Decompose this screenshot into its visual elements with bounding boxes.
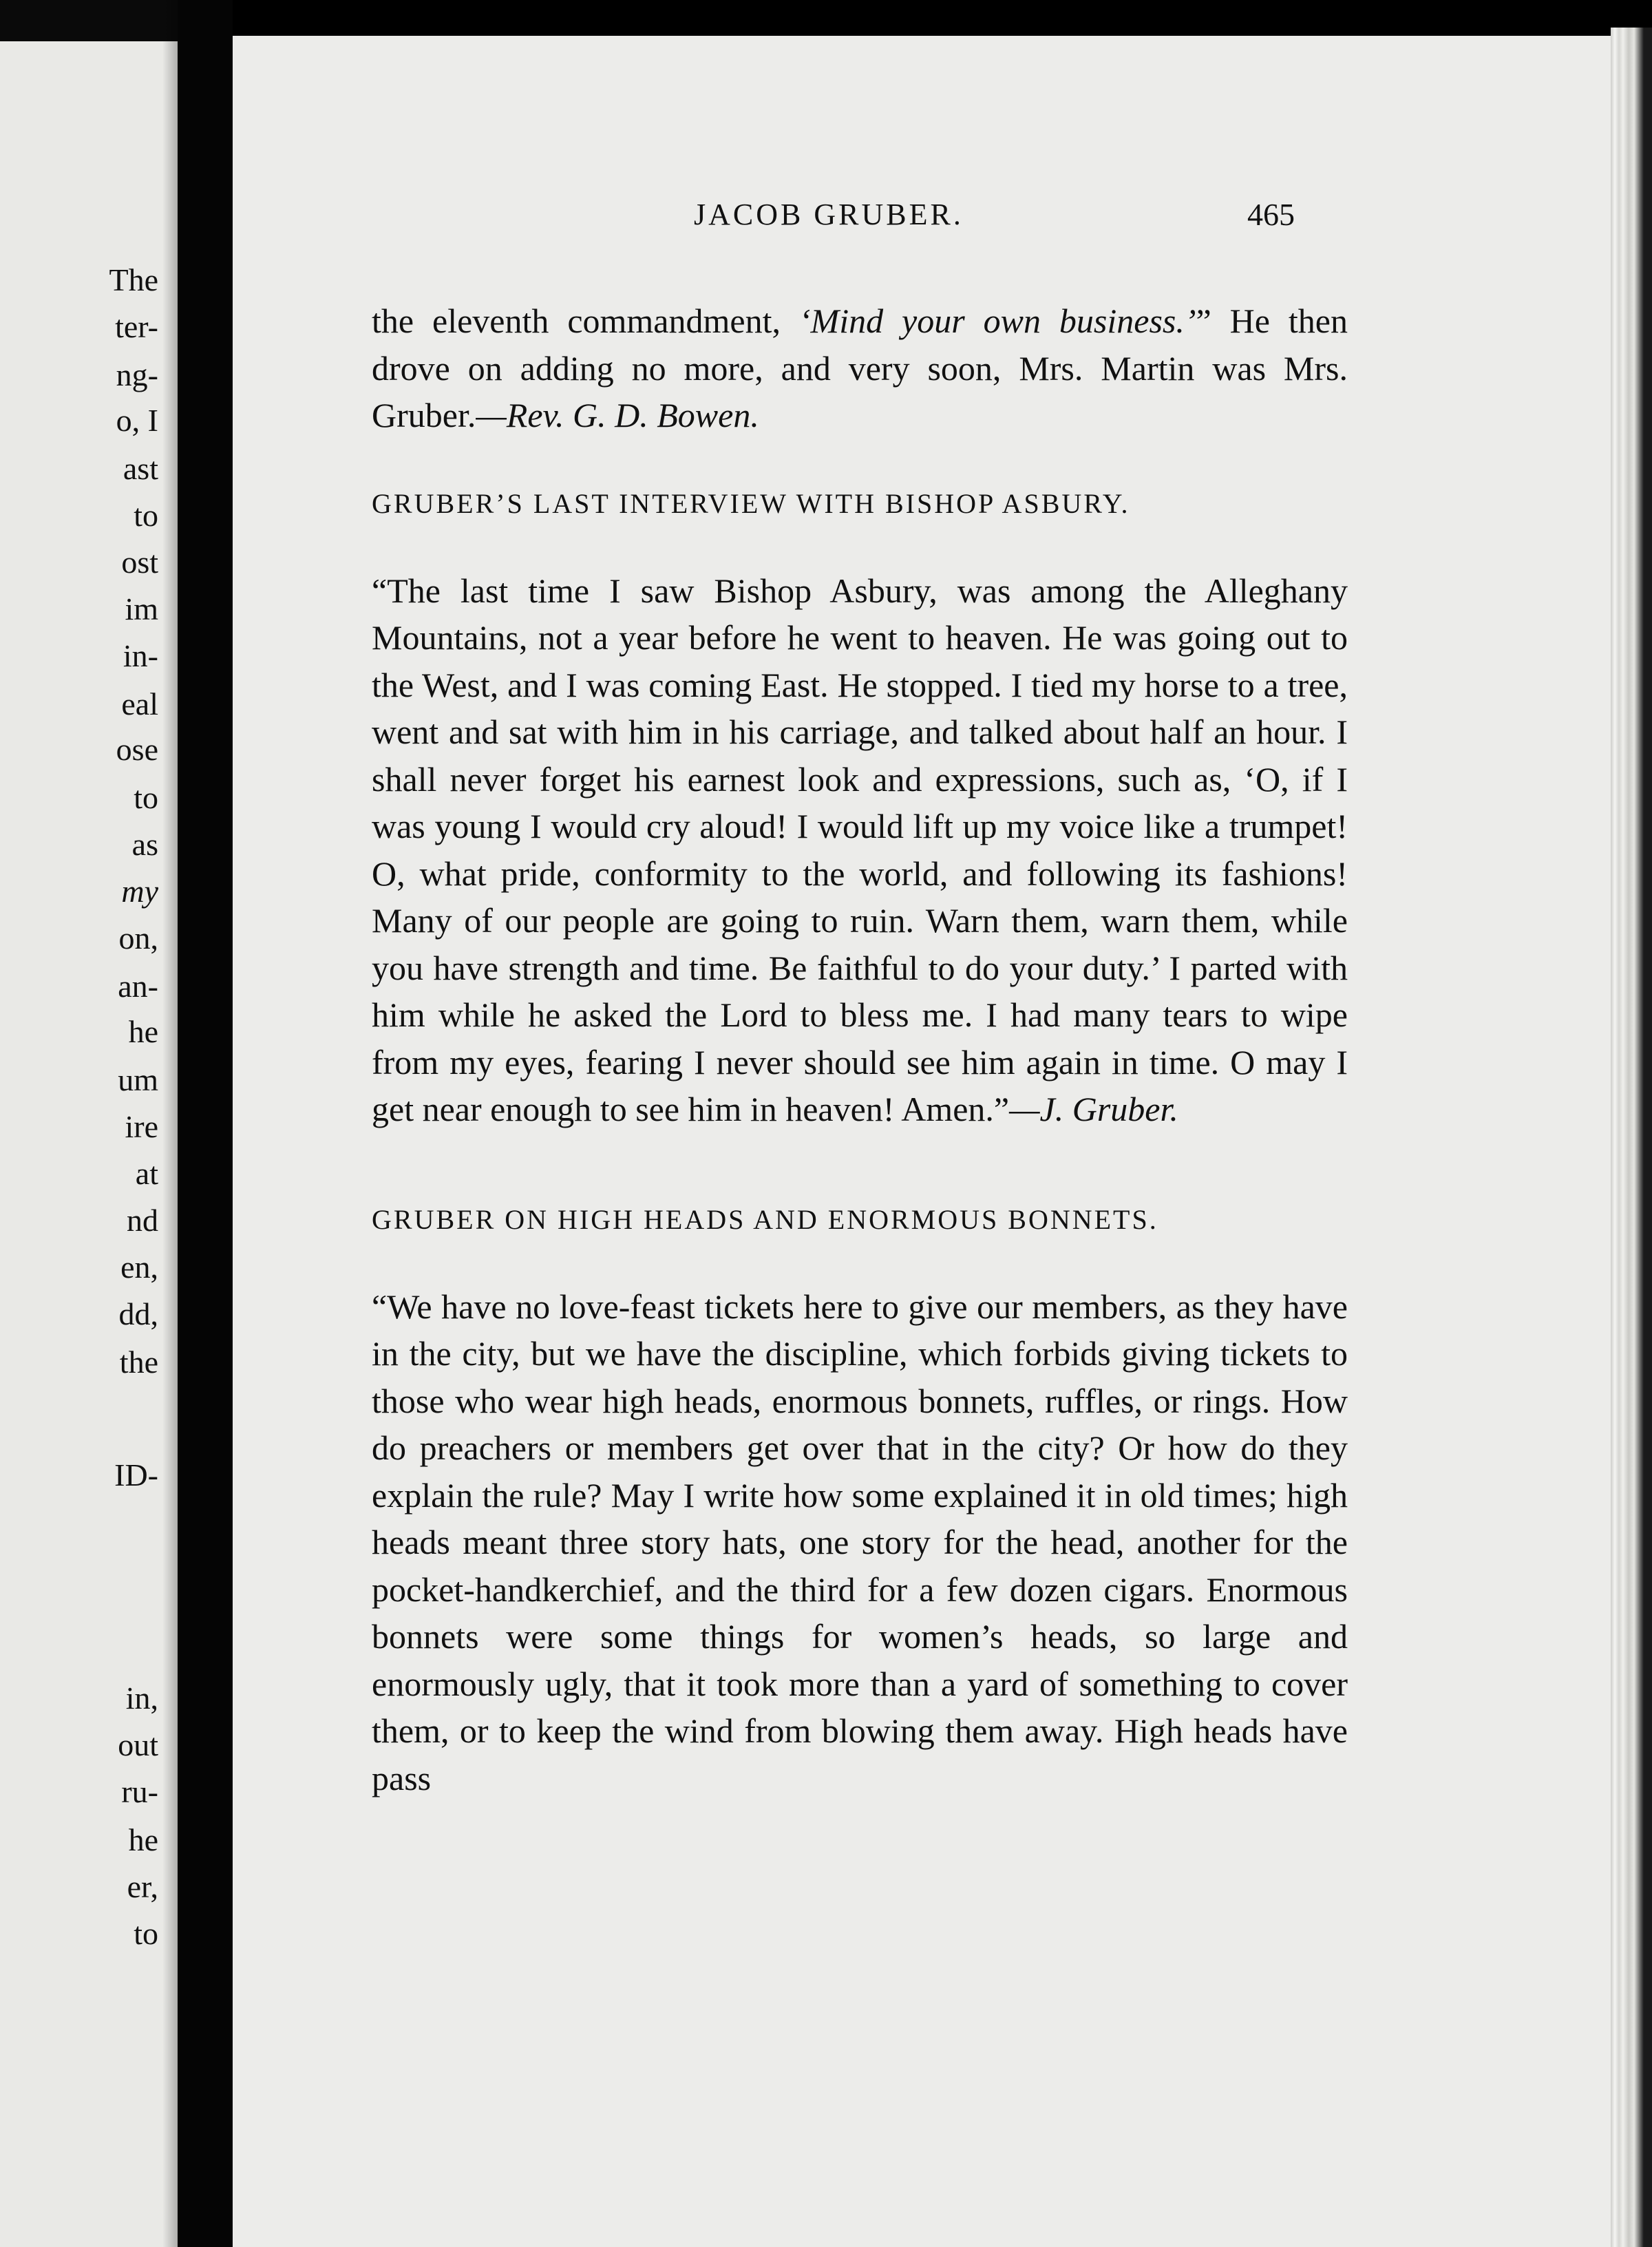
asbury-text: “The last time I saw Bishop Asbury, was among the Alleghany Mountains, not a year before he went to heaven. He was going out to the West, and I was coming East. He stopped. I tied my horse to a tree, went and sat with him in his carriage, and talked about half an hour. I shall never forget his earnest look and expressions, such as, ‘O, if I was young I would cry aloud! I would lift up my voice like a trumpet! O, what pride, conformity to the world, and following its fashions! Many of our people are going to ruin. Warn them, warn them, while you have strength and time. Be faithful to do your duty.’ I parted with him while he asked the Lord to bless me. I had many tears to wipe from my eyes, fearing I never should see him again in time. O may I get near enough to see him in heaven! Amen.” <box>372 571 1348 1128</box>
previous-page-line-end: nd <box>127 1203 158 1238</box>
asbury-attribution: —J. Gruber. <box>1009 1090 1178 1128</box>
previous-page-line-end: he <box>128 1822 158 1857</box>
page-fold-shadow <box>162 0 178 2247</box>
page-stack-edge <box>1611 28 1652 2247</box>
previous-page-line-end: The <box>109 262 158 297</box>
intro-attribution: —Rev. G. D. Bowen. <box>476 396 759 434</box>
previous-page-line-end: ter- <box>115 309 158 344</box>
previous-page-fragment <box>0 0 178 2247</box>
previous-page-line-end: as <box>131 827 158 862</box>
previous-page-line-end: in- <box>123 638 158 673</box>
previous-page-line-end: um <box>118 1062 158 1097</box>
italic-quote: ‘Mind your own business.’ <box>798 302 1196 340</box>
previous-page-line-end: to <box>134 1916 158 1951</box>
bonnets-paragraph: “We have no love-feast tickets here to give our members, as they have in the city, but we have the discipline, which forbids giving tickets to those who wear high heads, enormous bonnets, ruffles, or rings. How do preachers or members get over that in the city? Or how do they explain the rule? May I write how some explained it in old times; high heads meant three story hats, one story for the head, another for the pocket-handkerchief, and the third for a few dozen cigars. Enormous bonnets were some things for women’s heads, so large and enormously ugly, that it took more than a yard of something to cover them, or to keep the wind from blowing them away. High heads have pass <box>372 1287 1348 1797</box>
book-page <box>233 36 1611 2247</box>
previous-page-line-end: ose <box>116 732 158 767</box>
intro-text-end: ” He then drove on adding no more, and very soon, Mrs. Martin was Mrs. Gruber. <box>372 302 1348 434</box>
book-gutter <box>178 0 233 2247</box>
previous-page-line-end: he <box>128 1014 158 1049</box>
previous-page-line-end: ost <box>121 545 158 580</box>
previous-page-line-end: ru- <box>121 1774 158 1809</box>
previous-page-line-end: er, <box>127 1869 158 1904</box>
section-heading-bonnets: GRUBER ON HIGH HEADS AND ENORMOUS BONNETS. <box>372 1203 1158 1235</box>
previous-page-line-end: ng- <box>116 357 158 392</box>
running-head <box>233 194 1611 235</box>
intro-paragraph <box>372 297 1348 439</box>
previous-page-line-end: ID- <box>114 1457 158 1492</box>
previous-page-line-end: an- <box>118 969 158 1004</box>
scan-border <box>0 0 178 41</box>
previous-page-line-end: in, <box>125 1680 158 1716</box>
previous-page-line-end: en, <box>120 1249 158 1285</box>
previous-page-line-end: my <box>121 874 158 909</box>
previous-page-line-end: o, I <box>116 403 158 438</box>
section-heading-asbury: GRUBER’S LAST INTERVIEW WITH BISHOP ASBURY. <box>372 487 1130 519</box>
previous-page-line-end: at <box>135 1156 158 1191</box>
previous-page-line-end: to <box>134 780 158 815</box>
previous-page-line-end: on, <box>118 920 158 956</box>
previous-page-line-end: ire <box>125 1109 158 1144</box>
asbury-paragraph <box>372 567 1348 1133</box>
previous-page-line-end: out <box>118 1727 158 1762</box>
intro-text-start: the eleventh commandment, <box>372 302 799 340</box>
previous-page-line-end: the <box>119 1344 158 1380</box>
page-body <box>372 297 1348 1802</box>
page-number: 465 <box>1247 197 1295 232</box>
previous-page-line-end: dd, <box>118 1296 158 1331</box>
running-title: JACOB GRUBER. <box>694 198 964 231</box>
previous-page-line-end: to <box>134 498 158 533</box>
previous-page-line-end: ast <box>123 451 158 486</box>
previous-page-line-end: eal <box>121 686 158 721</box>
previous-page-line-end: im <box>125 591 158 626</box>
